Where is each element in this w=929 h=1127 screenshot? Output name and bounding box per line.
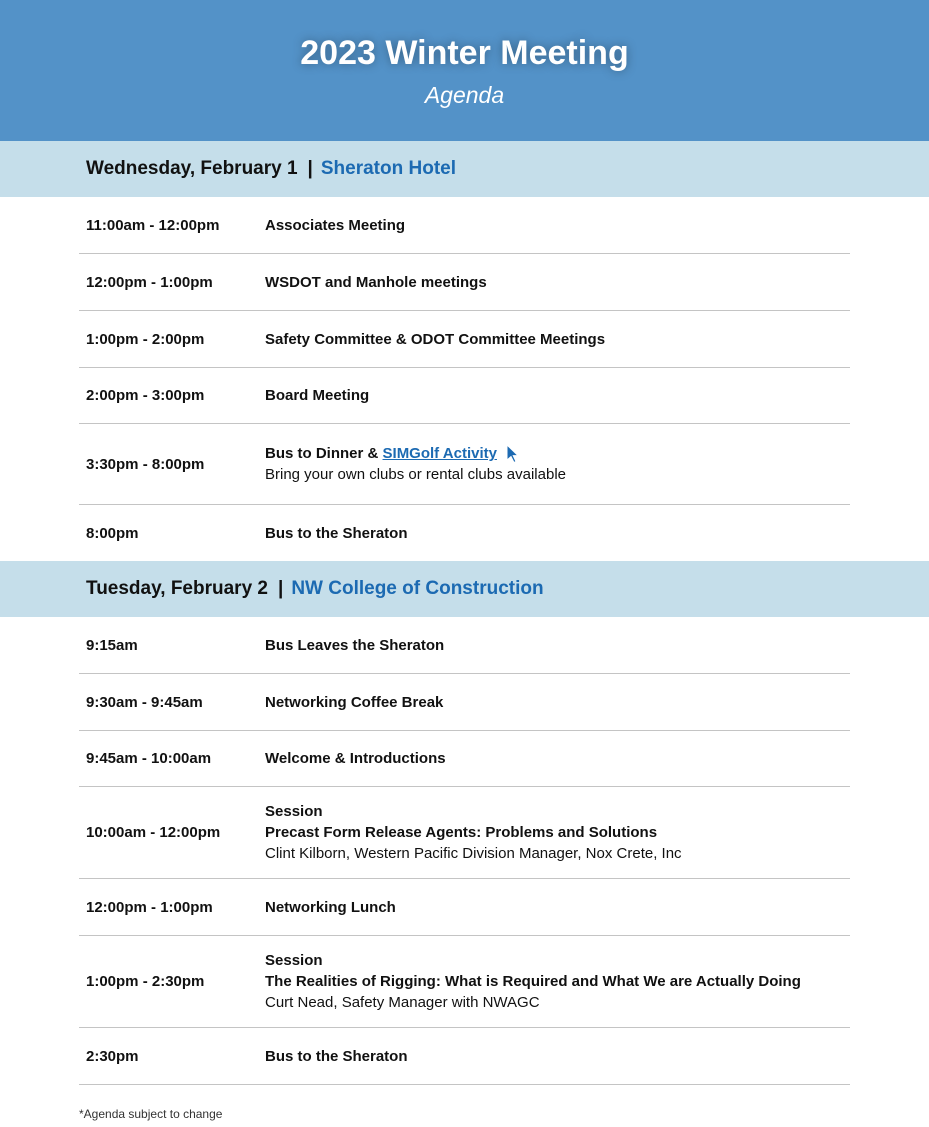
day-label: Tuesday, February 2: [86, 578, 268, 599]
agenda-row: [79, 674, 850, 731]
day-header-tuesday: [0, 561, 929, 617]
footer-note: *Agenda subject to change: [79, 1107, 223, 1121]
day-header-wednesday: [0, 141, 929, 197]
day-venue: Sheraton Hotel: [320, 158, 456, 179]
agenda-row: [79, 617, 850, 674]
agenda-session-label: Session: [265, 803, 323, 820]
agenda-row: [79, 368, 850, 424]
agenda-row: [79, 731, 850, 787]
agenda-row: [79, 936, 850, 1028]
agenda-time: 1:00pm - 2:00pm: [86, 330, 205, 348]
day-separator: |: [307, 158, 313, 179]
agenda-event: Safety Committee & ODOT Committee Meetings: [265, 330, 606, 348]
page-subtitle: Agenda: [424, 82, 505, 108]
agenda-event: Networking Lunch: [265, 898, 396, 916]
agenda-event-detail: Bring your own clubs or rental clubs available: [265, 466, 566, 484]
simgolf-activity-link[interactable]: SIMGolf Activity: [382, 444, 497, 462]
day-separator: |: [277, 578, 284, 599]
agenda-event-detail: Curt Nead, Safety Manager with NWAGC: [265, 994, 540, 1011]
agenda-event: Networking Coffee Break: [265, 693, 444, 711]
agenda-time: 8:00pm: [86, 524, 139, 542]
agenda-event: Bus to the Sheraton: [265, 524, 408, 542]
pointer-cursor-icon: [505, 444, 521, 464]
agenda-event-prefix: Bus to Dinner &: [265, 444, 383, 462]
agenda-time: 12:00pm - 1:00pm: [86, 273, 213, 291]
agenda-event: [265, 443, 566, 464]
day-label: Wednesday, February 1: [86, 158, 298, 179]
agenda-event: The Realities of Rigging: What is Required and What We are Actually Doing: [265, 973, 801, 990]
page-title: 2023 Winter Meeting: [300, 34, 629, 72]
agenda-time: 2:00pm - 3:00pm: [86, 387, 205, 404]
page-header: [0, 0, 929, 141]
agenda-time: 11:00am - 12:00pm: [86, 216, 220, 234]
agenda-event-detail: Clint Kilborn, Western Pacific Division Manager, Nox Crete, Inc: [265, 845, 682, 862]
agenda-time: 1:00pm - 2:30pm: [86, 973, 205, 990]
agenda-session-label: Session: [265, 952, 323, 969]
agenda-time: 9:15am: [86, 636, 138, 654]
agenda-time: 12:00pm - 1:00pm: [86, 898, 213, 916]
agenda-list-wednesday: [79, 197, 850, 561]
agenda-time: 10:00am - 12:00pm: [86, 824, 221, 841]
agenda-time: 3:30pm - 8:00pm: [86, 455, 205, 473]
agenda-list-tuesday: [79, 617, 850, 1085]
agenda-row: [79, 787, 850, 879]
agenda-row: [79, 1028, 850, 1085]
agenda-row: [79, 254, 850, 311]
agenda-event: Associates Meeting: [265, 216, 406, 234]
agenda-event: Board Meeting: [265, 387, 370, 404]
agenda-event: Precast Form Release Agents: Problems and Solutions: [265, 824, 658, 841]
agenda-event: WSDOT and Manhole meetings: [265, 273, 487, 291]
agenda-row: [79, 879, 850, 936]
agenda-row: [79, 197, 850, 254]
agenda-event: Bus to the Sheraton: [265, 1047, 408, 1065]
agenda-event: Welcome & Introductions: [265, 750, 446, 767]
agenda-event: Bus Leaves the Sheraton: [265, 636, 445, 654]
agenda-row: [79, 311, 850, 368]
agenda-time: 9:30am - 9:45am: [86, 693, 203, 711]
agenda-row: [79, 505, 850, 561]
day-venue: NW College of Construction: [291, 578, 544, 599]
agenda-time: 9:45am - 10:00am: [86, 750, 212, 767]
agenda-row: [79, 424, 850, 505]
agenda-time: 2:30pm: [86, 1047, 139, 1065]
